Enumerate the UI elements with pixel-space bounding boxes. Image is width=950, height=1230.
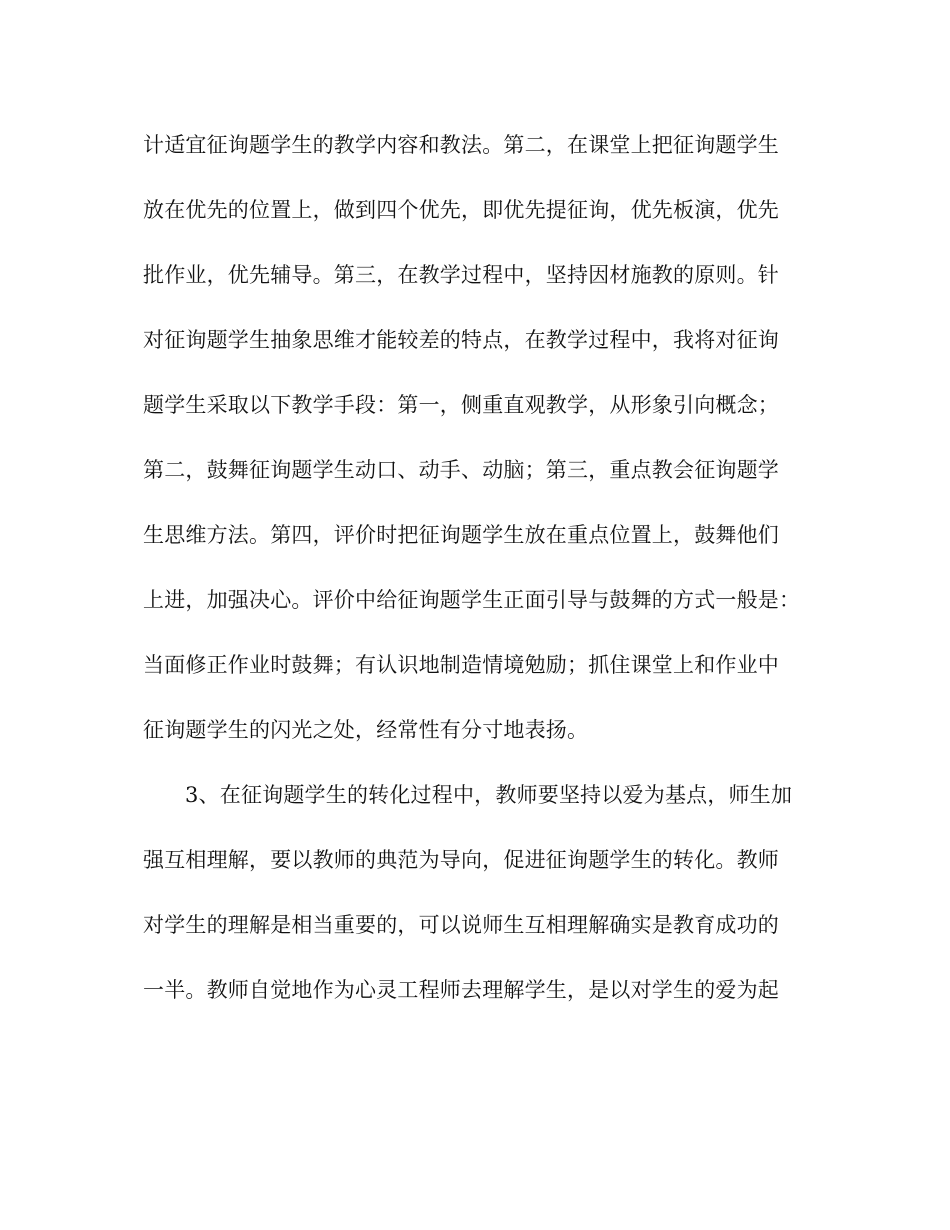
text-line: 对征询题学生抽象思维才能较差的特点，在教学过程中，我将对征询 [143,328,779,352]
text-line: 第二，鼓舞征询题学生动口、动手、动脑；第三，重点教会征询题学 [143,458,779,482]
body-text [143,124,823,1034]
text-line: 上进，加强决心。评价中给征询题学生正面引导与鼓舞的方式一般是： [143,588,801,612]
text-line: 强互相理解，要以教师的典范为导向，促进征询题学生的转化。教师 [143,848,779,872]
text-line: 一半。教师自觉地作为心灵工程师去理解学生，是以对学生的爱为起 [143,978,779,1002]
text-line: 计适宜征询题学生的教学内容和教法。第二，在课堂上把征询题学生 [143,133,779,157]
text-line: 题学生采取以下教学手段：第一，侧重直观教学，从形象引向概念； [143,393,779,417]
text-line: 生思维方法。第四，评价时把征询题学生放在重点位置上，鼓舞他们 [143,523,779,547]
text-line: 放在优先的位置上，做到四个优先，即优先提征询，优先板演，优先 [143,198,779,222]
text-line: 征询题学生的闪光之处，经常性有分寸地表扬。 [143,718,589,742]
text-line: 当面修正作业时鼓舞；有认识地制造情境勉励；抓住课堂上和作业中 [143,653,779,677]
text-line: 对学生的理解是相当重要的，可以说师生互相理解确实是教育成功的 [143,913,779,937]
paragraph-start-line: 3、在征询题学生的转化过程中，教师要坚持以爱为基点，师生加 [185,783,793,807]
text-line: 批作业，优先辅导。第三，在教学过程中，坚持因材施教的原则。针 [143,263,779,287]
